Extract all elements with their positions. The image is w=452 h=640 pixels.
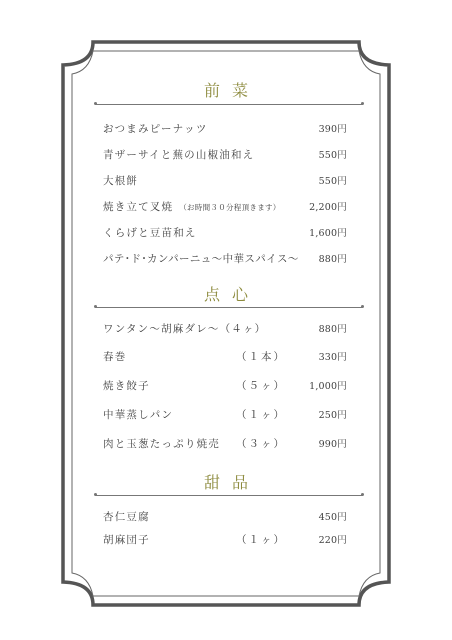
menu-item [103,225,347,243]
item-name: 青ザーサイと蕪の山椒油和え [103,149,255,161]
section-title-dim-sum: 点心 [203,285,260,304]
item-price: 220円 [318,535,347,546]
item-price: 390円 [318,124,347,135]
item-name [103,199,281,214]
item-name: おつまみピーナッツ [103,123,208,135]
section-divider [95,495,363,496]
menu-item [103,199,347,217]
item-price: 450円 [318,512,347,523]
item-quantity: （１本） [236,351,286,363]
item-price: 550円 [318,176,347,187]
item-name: 杏仁豆腐 [103,511,150,523]
item-quantity: （１ヶ） [236,534,286,546]
menu-item [103,349,347,367]
menu-item [103,173,347,191]
menu-item [103,121,347,139]
item-name: 中華蒸しパン [103,409,174,421]
item-price: 990円 [318,439,347,450]
item-note: （お時間３０分程頂きます） [179,203,281,212]
item-name: 大根餅 [103,175,139,187]
menu-item [103,378,347,396]
section-title-desserts: 甜品 [203,473,260,492]
menu-item [103,321,347,339]
item-name: 春巻 [103,351,127,363]
item-price: 330円 [318,352,347,363]
item-price: 1,600円 [309,228,347,239]
section-divider [95,104,363,105]
item-name: 胡麻団子 [103,534,150,546]
section-title-appetizers: 前菜 [203,81,260,100]
section-divider [95,307,363,308]
item-price: 2,200円 [309,202,347,213]
menu-item [103,147,347,165]
menu-item [103,407,347,425]
item-name: 焼き餃子 [103,380,150,392]
item-name: パテ･ド･カンパーニュ〜中華スパイス〜 [103,253,299,265]
item-quantity: （３ヶ） [236,438,286,450]
menu-item [103,509,347,527]
item-price: 550円 [318,150,347,161]
item-price: 1,000円 [309,381,347,392]
menu-item [103,532,347,550]
item-price: 880円 [318,254,347,265]
item-name: ワンタン〜胡麻ダレ〜（４ヶ） [103,323,267,335]
item-price: 250円 [318,410,347,421]
menu-item [103,251,347,269]
item-name: 肉と玉葱たっぷり焼売 [103,438,220,450]
item-name: くらげと豆苗和え [103,227,197,239]
item-quantity: （５ヶ） [236,380,286,392]
item-quantity: （１ヶ） [236,409,286,421]
menu-item [103,436,347,454]
item-price: 880円 [318,324,347,335]
item-name-text: 焼き立て叉焼 [103,201,174,213]
